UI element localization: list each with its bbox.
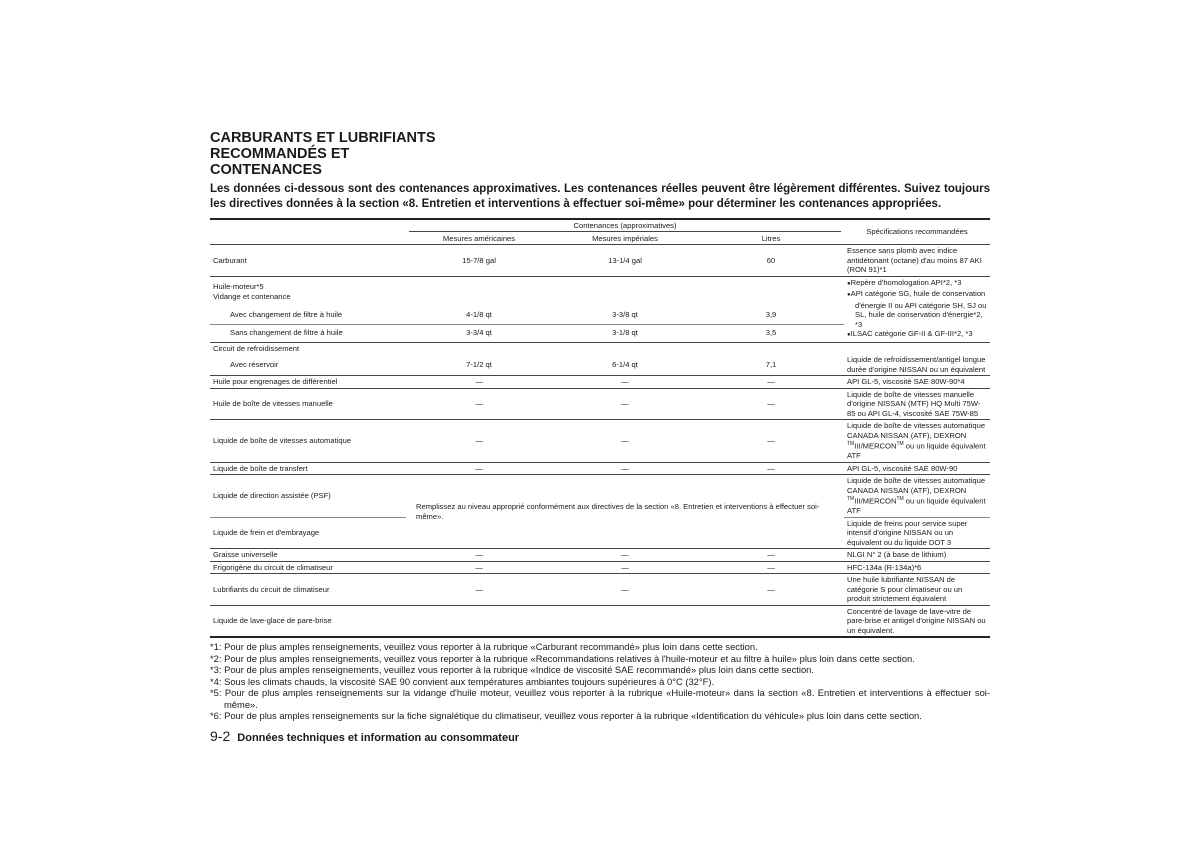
cell-spec: API GL-5, viscosité SAE 80W-90 xyxy=(844,462,990,475)
table-row xyxy=(210,376,990,389)
cell-empty xyxy=(406,605,844,637)
table-row xyxy=(210,276,990,307)
cell-item-sub: Vidange et contenance xyxy=(213,291,291,301)
spec-text: Liquide de boîte de vitesses automatique CANADA NISSAN (ATF), DEXRON xyxy=(847,421,986,440)
table-row xyxy=(210,605,990,637)
cell-us: — xyxy=(406,462,552,475)
footnote: *5: Pour de plus amples renseignements sur la vidange d'huile moteur, veuillez vous reporter à la rubrique «Huile-moteur» dans la section «8. Entretien et interventions à effectuer soi-même». xyxy=(210,687,990,710)
cell-imp: — xyxy=(552,561,698,574)
cell-liters: — xyxy=(698,549,844,562)
footnote: *2: Pour de plus amples renseignements, veuillez vous reporter à la rubrique «Recommandations relatives à l'huile-moteur et au filtre à huile» plus loin dans cette section. xyxy=(210,652,915,664)
cell-item: Carburant xyxy=(210,245,406,277)
col-imp-header: Mesures impériales xyxy=(592,233,658,243)
cell-liters: — xyxy=(698,462,844,475)
page-number: 9-2 xyxy=(210,727,231,744)
cell-item-title: Huile-moteur*5 xyxy=(213,282,264,292)
cell-imp: 3-1/8 qt xyxy=(552,324,698,342)
cell-imp: — xyxy=(552,462,698,475)
title-line: CONTENANCES xyxy=(210,162,322,178)
cell-imp: 6-1/4 qt xyxy=(552,354,698,376)
cell-liters: — xyxy=(698,376,844,389)
intro-paragraph: Les données ci-dessous sont des contenances approximatives. Les contenances réelles peuvent être légèrement différentes. Suivez toujours les directives données à la section «8. Entretien et interventions à effectuer soi-même» pour déterminer les contenances appropriées. xyxy=(210,183,990,210)
spec-list-item: ● Repère d'homologation API*2, *3 xyxy=(847,278,987,290)
cell-spec xyxy=(844,420,990,463)
table-row xyxy=(210,354,990,376)
spec-list xyxy=(847,278,987,341)
col-group-header xyxy=(406,219,844,233)
spec-text: ou un liquide équivalent ATF xyxy=(847,441,986,461)
table-row xyxy=(210,574,990,606)
spec-text: Liquide de boîte de vitesses automatique CANADA NISSAN (ATF), DEXRON xyxy=(847,476,986,495)
cell-item: Avec changement de filtre à huile xyxy=(210,307,406,324)
col-item-header xyxy=(210,219,406,245)
cell-item: Liquide de lave-glace de pare-brise xyxy=(213,616,332,626)
table-row xyxy=(210,420,990,463)
cell-item: Sans changement de filtre à huile xyxy=(210,324,406,342)
spec-text: III/MERCON xyxy=(854,496,897,506)
cell-spec: Concentré de lavage de lave-vitre de pare-brise et antigel d'origine NISSAN ou un équivalent. xyxy=(847,606,986,635)
cell-liters: — xyxy=(698,561,844,574)
title-line: RECOMMANDÉS ET xyxy=(210,146,350,162)
col-us-header: Mesures américaines xyxy=(442,233,516,243)
section-title xyxy=(210,130,990,178)
cell-us: — xyxy=(406,376,552,389)
col-group-label: Contenances (approximatives) xyxy=(409,221,841,232)
cell-imp: 3-3/8 qt xyxy=(552,307,698,324)
cell-us: 4-1/8 qt xyxy=(406,307,552,324)
footnote: *3: Pour de plus amples renseignements, veuillez vous reporter à la rubrique «Indice de viscosité SAE recommandé» plus loin dans cette section. xyxy=(210,664,814,676)
capacities-table xyxy=(210,218,990,638)
table-row xyxy=(210,475,990,518)
page-footer xyxy=(210,728,990,744)
cell-item: Liquide de boîte de vitesses automatique xyxy=(210,420,406,463)
cell-us: — xyxy=(406,549,552,562)
cell-liters: 7,1 xyxy=(698,354,844,376)
trademark-mark: TM xyxy=(847,441,855,447)
cell-item: Huile de boîte de vitesses manuelle xyxy=(210,388,406,420)
table-row xyxy=(210,245,990,277)
footer-title: Données techniques et information au consommateur xyxy=(237,731,520,744)
spec-text: ou un liquide équivalent ATF xyxy=(847,496,986,516)
footnote: *1: Pour de plus amples renseignements, veuillez vous reporter à la rubrique «Carburant recommandé» plus loin dans cette section. xyxy=(210,641,758,653)
cell-fill-note: Remplissez au niveau approprié conformément aux directives de la section «8. Entretien et interventions à effectuer soi-même». xyxy=(406,475,844,549)
cell-spec: API GL-5, viscosité SAE 80W-90*4 xyxy=(844,376,990,389)
cell-imp: — xyxy=(552,376,698,389)
cell-item: Lubrifiants du circuit de climatiseur xyxy=(210,574,406,606)
cell-spec xyxy=(844,475,990,518)
col-liters-header: Litres xyxy=(761,233,781,243)
cell-spec: Liquide de refroidissement/antigel longue durée d'origine NISSAN ou un équivalent xyxy=(844,354,990,376)
col-spec-header: Spécifications recommandées xyxy=(844,219,990,245)
cell-imp: — xyxy=(552,549,698,562)
cell-spec xyxy=(844,276,990,342)
footnote: *6: Pour de plus amples renseignements sur la fiche signalétique du climatiseur, veuillez vous reporter à la rubrique «Identification du véhicule» plus loin dans cette section. xyxy=(210,710,922,722)
cell-item: Liquide de boîte de transfert xyxy=(210,462,406,475)
cell-imp: — xyxy=(552,574,698,606)
cell-liters: 3,9 xyxy=(698,307,844,324)
cell-item: Huile pour engrenages de différentiel xyxy=(210,376,406,389)
cell-us: — xyxy=(406,574,552,606)
cell-item: Frigorigène du circuit de climatiseur xyxy=(210,561,406,574)
cell-empty xyxy=(406,342,990,354)
cell-liters: 60 xyxy=(698,245,844,277)
trademark-mark: TM xyxy=(896,441,904,447)
cell-item: Liquide de frein et d'embrayage xyxy=(210,517,406,549)
spec-list-item: ● ILSAC catégorie GF-II & GF-III*2, *3 xyxy=(847,329,987,341)
trademark-mark: TM xyxy=(847,496,855,503)
cell-empty xyxy=(406,276,844,307)
cell-item xyxy=(210,276,406,307)
table-row xyxy=(210,388,990,420)
cell-spec: HFC-134a (R-134a)*6 xyxy=(844,561,990,574)
table-row xyxy=(210,561,990,574)
cell-liters: — xyxy=(698,388,844,420)
cell-spec: Une huile lubrifiante NISSAN de catégorie S pour climatiseur ou un produit strictement équivalent xyxy=(844,574,990,606)
footnotes xyxy=(210,641,990,722)
footnote: *4: Sous les climats chauds, la viscosité SAE 90 convient aux températures ambiantes toujours supérieures à 0°C (32°F). xyxy=(210,675,715,687)
cell-item: Graisse universelle xyxy=(210,549,406,562)
cell-liters: — xyxy=(698,574,844,606)
cell-us: 15-7/8 gal xyxy=(406,245,552,277)
cell-imp: — xyxy=(552,420,698,463)
cell-imp: 13-1/4 gal xyxy=(552,245,698,277)
spec-list-item: ● API catégorie SG, huile de conservation d'énergie II ou API catégorie SH, SJ ou SL, huile de conservation d'énergie*2, *3 xyxy=(847,289,987,329)
title-line: CARBURANTS ET LUBRIFIANTS xyxy=(210,130,436,146)
table-row xyxy=(210,342,990,354)
cell-us: — xyxy=(406,561,552,574)
cell-spec: Liquide de freins pour service super intensif d'origine NISSAN ou un équivalent ou du liquide DOT 3 xyxy=(844,517,990,549)
cell-liters: — xyxy=(698,420,844,463)
table-row xyxy=(210,549,990,562)
cell-item: Liquide de direction assistée (PSF) xyxy=(210,475,406,518)
page xyxy=(210,130,990,744)
cell-spec: Essence sans plomb avec indice antidétonant (octane) d'au moins 87 AKI (RON 91)*1 xyxy=(844,245,990,277)
cell-us: — xyxy=(406,388,552,420)
trademark-mark: TM xyxy=(896,496,904,503)
table-row xyxy=(210,462,990,475)
cell-item: Avec réservoir xyxy=(210,354,406,376)
cell-us: 7-1/2 qt xyxy=(406,354,552,376)
cell-spec: NLGI N° 2 (à base de lithium) xyxy=(844,549,990,562)
cell-imp: — xyxy=(552,388,698,420)
cell-spec: Liquide de boîte de vitesses manuelle d'origine NISSAN (MTF) HQ Multi 75W-85 ou API GL-4, viscosité SAE 75W-85 xyxy=(844,388,990,420)
cell-liters: 3,5 xyxy=(698,324,844,342)
cell-us: — xyxy=(406,420,552,463)
cell-item: Circuit de refroidissement xyxy=(213,343,300,353)
cell-us: 3-3/4 qt xyxy=(406,324,552,342)
spec-text: III/MERCON xyxy=(854,441,897,451)
